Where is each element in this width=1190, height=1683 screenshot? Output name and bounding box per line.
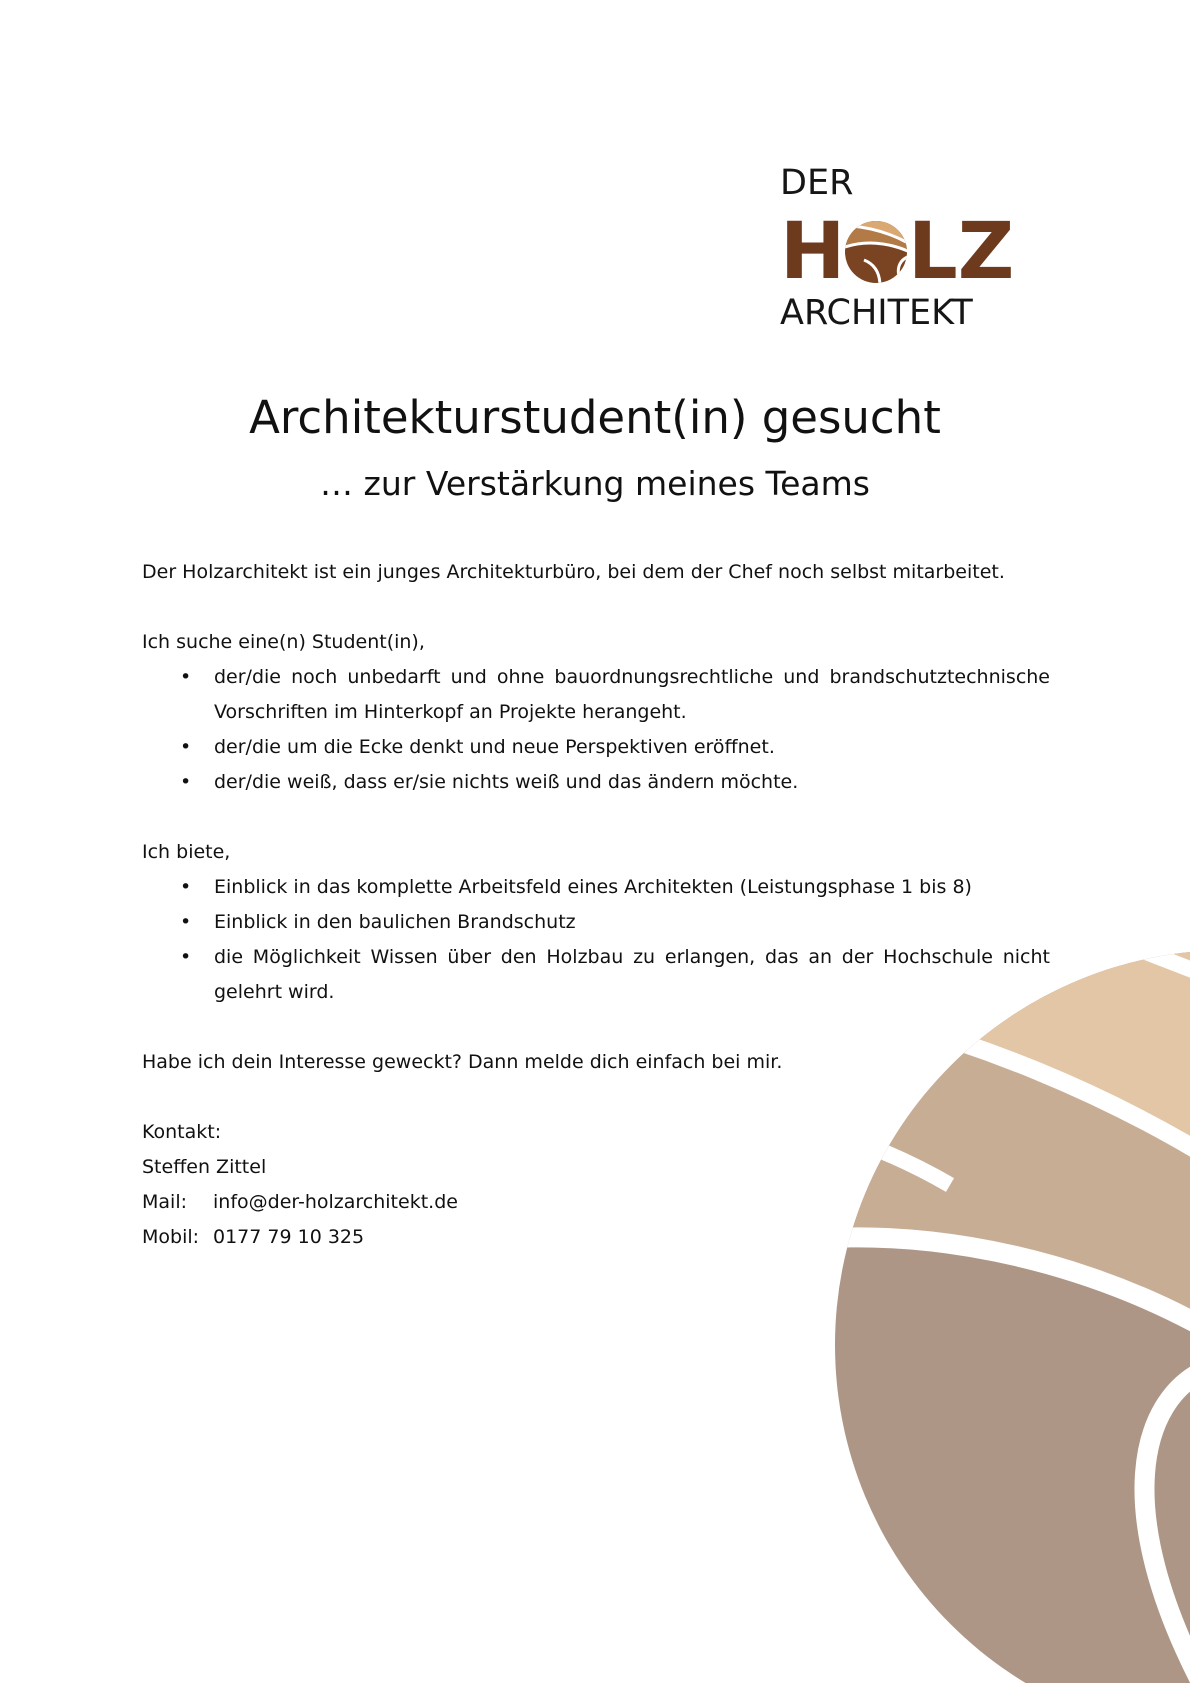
- list-item: [142, 730, 1050, 765]
- list-item-text: der/die um die Ecke denkt und neue Perspektiven eröffnet.: [214, 736, 775, 758]
- mail-link[interactable]: info@der-holzarchitekt.de: [213, 1191, 458, 1213]
- page-title: Architekturstudent(in) gesucht: [249, 391, 941, 444]
- body-text: [142, 555, 1050, 1255]
- mobile-label: Mobil:: [142, 1226, 200, 1248]
- spacer: [142, 800, 1050, 835]
- mobile-number[interactable]: 0177 79 10 325: [213, 1226, 365, 1248]
- list-item-text: der/die noch unbedarft und ohne bauordnungsrechtliche und brandschutztechnische Vorschriften im Hinterkopf an Projekte herangeht.: [214, 666, 1050, 723]
- list-item-text: Einblick in den baulichen Brandschutz: [214, 911, 576, 933]
- contact-name: Steffen Zittel: [142, 1156, 267, 1178]
- bullet-icon: •: [180, 771, 192, 793]
- list-item: [142, 660, 1050, 730]
- list-item: [142, 905, 1050, 940]
- list-item: [142, 870, 1050, 905]
- list-item-text: die Möglichkeit Wissen über den Holzbau zu erlangen, das an der Hochschule nicht gelehrt wird.: [214, 946, 1050, 1003]
- list-item-text: der/die weiß, dass er/sie nichts weiß und das ändern möchte.: [214, 771, 799, 793]
- offer-lead: Ich biete,: [142, 841, 231, 863]
- spacer: [142, 1080, 1050, 1115]
- logo: [780, 160, 1030, 335]
- bullet-icon: •: [180, 736, 192, 758]
- seek-lead: Ich suche eine(n) Student(in),: [142, 631, 425, 653]
- offer-list: [142, 870, 1050, 1010]
- spacer: [142, 1010, 1050, 1045]
- bullet-icon: •: [180, 946, 192, 968]
- contact-mail-row: [142, 1185, 1050, 1220]
- spacer: [142, 590, 1050, 625]
- bullet-icon: •: [180, 666, 192, 688]
- seek-list: [142, 660, 1050, 800]
- closing-paragraph: Habe ich dein Interesse geweckt? Dann melde dich einfach bei mir.: [142, 1051, 783, 1073]
- logo-letters-lz: LZ: [908, 207, 1015, 297]
- logo-architekt: ARCHITEKT: [780, 293, 973, 333]
- list-item: [142, 765, 1050, 800]
- contact-heading: Kontakt:: [142, 1121, 222, 1143]
- logo-letter-h: H: [780, 207, 846, 297]
- intro-paragraph: Der Holzarchitekt ist ein junges Architekturbüro, bei dem der Chef noch selbst mitarbeitet.: [142, 561, 1005, 583]
- logo-der: DER: [780, 163, 854, 203]
- contact-mobile-row: [142, 1220, 1050, 1255]
- list-item-text: Einblick in das komplette Arbeitsfeld eines Architekten (Leistungsphase 1 bis 8): [214, 876, 972, 898]
- bullet-icon: •: [180, 876, 192, 898]
- list-item: [142, 940, 1050, 1010]
- mail-label: Mail:: [142, 1191, 187, 1213]
- page-subtitle: … zur Verstärkung meines Teams: [320, 464, 870, 503]
- bullet-icon: •: [180, 911, 192, 933]
- wood-grain-circle-icon: [844, 220, 908, 284]
